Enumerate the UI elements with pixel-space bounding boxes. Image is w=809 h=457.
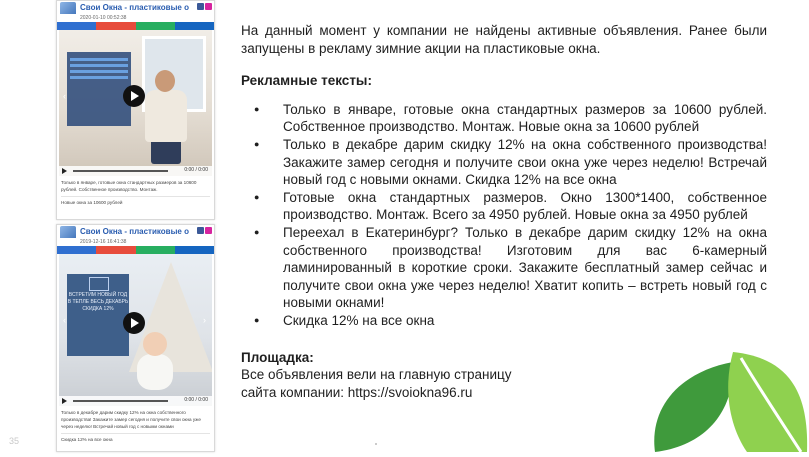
ad-tabbar	[57, 22, 214, 30]
slide-content	[241, 22, 767, 401]
ad-header	[57, 1, 214, 14]
leaf-dark-icon	[654, 362, 733, 452]
ad-screenshot-2	[56, 224, 215, 452]
leaf-decoration-icon	[649, 348, 809, 454]
social-icons	[197, 227, 212, 234]
facebook-icon	[197, 227, 204, 234]
ads-heading: Рекламные тексты:	[241, 73, 372, 89]
promo-text: ВСТРЕТИМ НОВЫЙ ГОД В ТЕПЛЕ ВЕСЬ ДЕКАБРЬ СКИДКА 12%	[67, 292, 129, 312]
play-small-icon[interactable]	[62, 168, 67, 174]
play-small-icon[interactable]	[62, 398, 67, 404]
instagram-icon	[205, 227, 212, 234]
list-item: ● Переехал в Екатеринбург? Только в декабре дарим скидку 12% на окна собственного производства! Изготовим для вас 6-камерный ламинированный в короткие сроки. Закажите бесплатный замер сейчас и получите свои окна уже через неделю! Хватит копить – встреть новый год с новыми окнами!	[241, 224, 767, 312]
brand-logo-icon	[89, 277, 109, 291]
list-item: ● Только в январе, готовые окна стандартных размеров за 10600 рублей. Собственное производство. Монтаж. Новые окна за 10600 рублей	[241, 101, 767, 136]
chevron-right-icon[interactable]: ›	[203, 315, 206, 325]
video-controls[interactable]	[59, 166, 212, 176]
video-controls[interactable]	[59, 396, 212, 406]
ad-caption: Только в январе, готовые окна стандартных размеров за 10600 рублей. Собственное производство. Монтаж.	[61, 180, 197, 192]
video-progress[interactable]	[73, 170, 168, 172]
play-icon[interactable]	[123, 85, 145, 107]
list-item: ● Готовые окна стандартных размеров. Окно 1300*1400, собственное производство. Монтаж. Всего за 4950 рублей. Новые окна за 4950 рублей	[241, 189, 767, 224]
platform-line-2: сайта компании: https://svoiokna96.ru	[241, 384, 473, 400]
chevron-left-icon[interactable]: ‹	[63, 91, 66, 101]
ad-date: 2020-01-10 00:52:38	[80, 15, 127, 21]
ad-caption-link: Скидка 12% на все окна	[61, 437, 113, 442]
promo-card	[67, 52, 131, 126]
ad-video	[59, 30, 212, 176]
video-time: 0:00 / 0:00	[184, 167, 208, 173]
ad-tabbar	[57, 246, 214, 254]
page-avatar	[60, 226, 76, 238]
social-icons	[197, 3, 212, 10]
video-time: 0:00 / 0:00	[184, 397, 208, 403]
chevron-left-icon[interactable]: ‹	[63, 315, 66, 325]
ad-caption-link: Новые окна за 10600 рублей	[61, 200, 123, 205]
baby-image	[133, 332, 177, 392]
page-name: Свои Окна - пластиковые о	[80, 227, 189, 236]
slide-number: 35	[9, 436, 20, 446]
page-avatar	[60, 2, 76, 14]
platform-line-1: Все объявления вели на главную страницу	[241, 367, 512, 383]
ad-video	[59, 254, 212, 406]
ad-text-list	[241, 101, 767, 330]
facebook-icon	[197, 3, 204, 10]
promo-card	[67, 274, 129, 356]
ad-header	[57, 225, 214, 238]
ad-date: 2019-12-16 16:41:38	[80, 239, 127, 245]
list-item: ● Только в декабре дарим скидку 12% на окна собственного производства! Закажите замер сегодня и получите свои окна уже через неделю! Встречай новый год с новыми окнами. Скидка 12% на все окна	[241, 136, 767, 189]
page-name: Свои Окна - пластиковые о	[80, 3, 189, 12]
video-progress[interactable]	[73, 400, 168, 402]
ad-screenshot-1	[56, 0, 215, 220]
chevron-right-icon[interactable]: ›	[203, 91, 206, 101]
platform-title: Площадка:	[241, 349, 314, 365]
worker-image	[137, 70, 195, 170]
list-item: ● Скидка 12% на все окна	[241, 312, 767, 330]
play-icon[interactable]	[123, 312, 145, 334]
instagram-icon	[205, 3, 212, 10]
decor-dot	[375, 443, 377, 445]
ad-caption: Только в декабре дарим скидку 12% на окна собственного производства! Закажите замер сегодня и получите свои окна уже через неделю! Встречай новый год с новыми окнами	[61, 410, 201, 429]
intro-paragraph: На данный момент у компании не найдены активные объявления. Ранее были запущены в рекламу зимние акции на пластиковые окна.	[241, 23, 767, 56]
